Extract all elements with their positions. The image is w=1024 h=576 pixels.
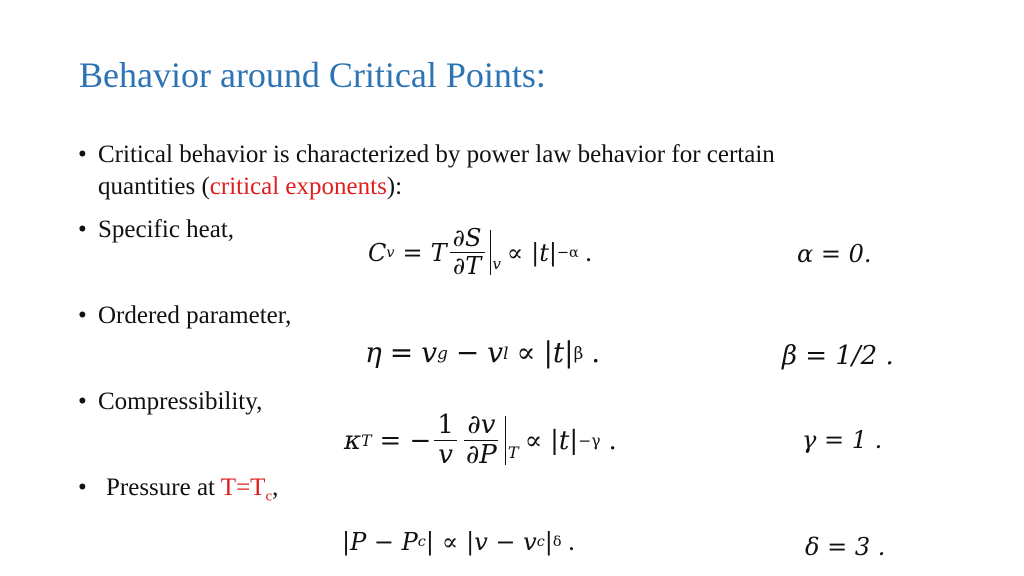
eq-abs-close: | <box>425 528 434 556</box>
eq-t: T <box>430 238 447 267</box>
eq-vg-subscript: g <box>437 342 448 363</box>
eq-eval-bar <box>505 416 506 465</box>
eq-proportional: ∝ <box>524 425 543 456</box>
bullet-dot: • <box>78 474 87 501</box>
eq-abs-close: | <box>544 528 553 556</box>
eq-equals: = <box>389 336 414 369</box>
eq-fraction-ds-dt <box>450 226 485 279</box>
bullet-dot: • <box>78 302 87 329</box>
critical-temperature-highlight <box>220 474 273 505</box>
eq-equals-minus: = − <box>379 425 432 456</box>
eq-equals: = <box>402 238 423 267</box>
exponent-gamma <box>802 426 882 454</box>
critical-exponents-highlight: critical exponents <box>209 173 387 200</box>
eq-cv-subscript: v <box>386 244 395 261</box>
eq-period: . <box>584 238 593 267</box>
eq-fraction-one-over-v <box>434 412 457 470</box>
bullet-text: Ordered parameter, <box>98 302 292 329</box>
eq-numerator: ∂S <box>450 226 485 253</box>
beta-value: β = 1/2 . <box>782 341 894 371</box>
bullet-compressibility <box>78 386 262 418</box>
eq-eta: η <box>365 336 382 369</box>
eq-vg: v <box>421 336 438 369</box>
bullet-text-post: , <box>272 474 279 501</box>
eq-pc-subscript: c <box>417 534 426 550</box>
eq-eval-bar <box>490 230 491 276</box>
exponent-beta <box>782 341 894 371</box>
eq-fraction-dv-dp <box>463 412 500 470</box>
bullet-dot: • <box>78 216 87 243</box>
eq-denominator-v: v <box>438 440 453 471</box>
eq-denominator: ∂T <box>452 252 482 281</box>
bullet-critical-behavior <box>78 139 775 203</box>
bullet-text-pre: Pressure at <box>106 474 221 501</box>
equation-order-parameter <box>365 336 600 369</box>
eq-abs-t: |t| <box>550 425 579 456</box>
eq-kappa: κ <box>344 425 362 456</box>
eq-eval-subscript: T <box>507 443 519 463</box>
bullet-dot: • <box>78 388 87 415</box>
bullet-ordered-parameter <box>78 300 291 332</box>
eq-exponent: β <box>573 342 584 363</box>
eq-v-minus-vc: |v − v <box>466 528 537 556</box>
eq-p-minus-pc: |P − P <box>342 528 418 556</box>
equation-compressibility <box>344 412 617 470</box>
eq-period: . <box>591 336 601 369</box>
eq-proportional: ∝ <box>506 238 524 267</box>
bullet-text-line2-post: ): <box>386 173 403 200</box>
bullet-text: Specific heat, <box>98 216 235 243</box>
eq-exponent: δ <box>552 534 562 550</box>
equation-pressure <box>342 528 575 556</box>
eq-vc-subscript: c <box>536 534 545 550</box>
bullet-text: Compressibility, <box>98 388 263 415</box>
eq-cv: C <box>368 238 387 267</box>
t-equals-tc: T=T <box>220 474 266 501</box>
eq-proportional: ∝ <box>516 336 536 369</box>
eq-vl: v <box>487 336 504 369</box>
eq-proportional: ∝ <box>441 528 459 556</box>
eq-eval-subscript: v <box>492 254 501 273</box>
alpha-value: α = 0. <box>797 240 872 268</box>
delta-value: δ = 3 . <box>805 533 886 561</box>
bullet-pressure <box>78 472 278 512</box>
bullet-specific-heat <box>78 214 234 246</box>
eq-exponent: −α <box>556 244 579 261</box>
eq-period: . <box>608 425 617 456</box>
eq-vl-subscript: l <box>503 342 509 363</box>
exponent-alpha <box>797 240 871 268</box>
eq-exponent: −γ <box>578 431 601 450</box>
eq-period: . <box>567 528 576 556</box>
equation-specific-heat <box>368 226 592 279</box>
eq-denominator-dp: ∂P <box>465 440 497 471</box>
tc-subscript: c <box>265 488 273 505</box>
gamma-value: γ = 1 . <box>802 426 883 454</box>
slide-title: Behavior around Critical Points: <box>79 55 546 95</box>
eq-numerator-dv: ∂v <box>464 412 498 441</box>
eq-kappa-subscript: T <box>361 431 372 450</box>
eq-numerator-1: 1 <box>434 412 457 441</box>
eq-abs-t: |t| <box>543 336 574 369</box>
exponent-delta <box>805 533 885 561</box>
eq-minus: − <box>455 336 480 369</box>
bullet-text-line2-pre: quantities ( <box>98 173 210 200</box>
bullet-text-line1: Critical behavior is characterized by power law behavior for certain <box>98 141 775 168</box>
eq-abs-t: |t| <box>531 238 557 267</box>
bullet-dot: • <box>78 141 87 168</box>
